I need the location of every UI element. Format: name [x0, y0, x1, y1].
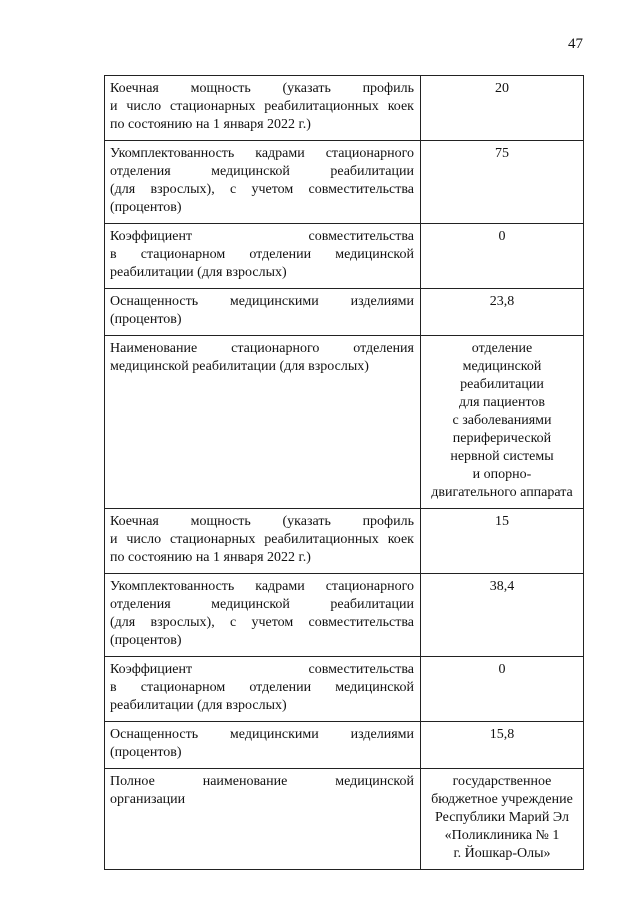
indicator-label-cell	[105, 509, 421, 574]
indicator-label-cell	[105, 769, 421, 870]
indicator-value-line: 0	[498, 229, 506, 244]
indicator-label-line: отделения медицинской реабилитации	[110, 597, 414, 612]
indicator-label-line: Коэффициент совместительства	[110, 229, 414, 244]
indicator-value-cell	[421, 574, 584, 657]
indicator-value-line: государственное	[452, 774, 552, 789]
indicator-value-cell	[421, 336, 584, 509]
indicator-value-line: 75	[495, 146, 509, 161]
table-row	[105, 76, 584, 141]
indicator-value-line: реабилитации	[460, 377, 544, 392]
indicator-value-line: 20	[495, 81, 509, 96]
indicator-label-cell	[105, 224, 421, 289]
indicator-label-line: медицинской реабилитации (для взрослых)	[110, 359, 369, 374]
indicator-label-line: и число стационарных реабилитационных коек	[110, 99, 414, 114]
indicator-value-cell	[421, 76, 584, 141]
indicator-label-line: Коэффициент совместительства	[110, 662, 414, 677]
indicators-table	[104, 75, 584, 870]
indicator-label-line: по состоянию на 1 января 2022 г.)	[110, 550, 311, 565]
indicator-value-line: 23,8	[489, 294, 515, 309]
indicator-value-line: отделение	[471, 341, 533, 356]
indicator-value-line: Республики Марий Эл	[435, 810, 569, 825]
table-row	[105, 224, 584, 289]
indicator-value-cell	[421, 141, 584, 224]
indicator-value-line: 0	[498, 662, 506, 677]
indicator-label-line: (для взрослых), с учетом совместительства	[110, 182, 414, 197]
indicator-value-line: «Поликлиника № 1	[444, 828, 560, 843]
indicator-value-line: нервной системы	[450, 449, 554, 464]
indicator-label-line: (процентов)	[110, 200, 182, 215]
indicator-label-line: (процентов)	[110, 633, 182, 648]
indicator-label-line: (процентов)	[110, 745, 182, 760]
indicator-label-line: реабилитации (для взрослых)	[110, 698, 287, 713]
indicator-value-line: с заболеваниями	[452, 413, 552, 428]
indicator-value-line: 15	[495, 514, 509, 529]
indicator-label-line: и число стационарных реабилитационных коек	[110, 532, 414, 547]
indicator-label-cell	[105, 336, 421, 509]
indicator-value-line: двигательного аппарата	[431, 485, 573, 500]
indicator-label-line: Полное наименование медицинской	[110, 774, 414, 789]
table-row	[105, 289, 584, 336]
indicator-label-line: в стационарном отделении медицинской	[110, 247, 414, 262]
indicator-label-line: по состоянию на 1 января 2022 г.)	[110, 117, 311, 132]
indicator-label-line: Коечная мощность (указать профиль	[110, 81, 414, 96]
indicator-value-line: и опорно-	[472, 467, 532, 482]
indicator-value-cell	[421, 289, 584, 336]
page-number: 47	[568, 36, 583, 52]
indicator-value-line: для пациентов	[459, 395, 545, 410]
indicator-label-line: Укомплектованность кадрами стационарного	[110, 146, 414, 161]
indicator-value-cell	[421, 657, 584, 722]
indicator-label-cell	[105, 574, 421, 657]
table-row	[105, 574, 584, 657]
indicator-label-line: организации	[110, 792, 186, 807]
indicator-label-line: отделения медицинской реабилитации	[110, 164, 414, 179]
table-body	[105, 76, 584, 870]
indicator-label-line: Оснащенность медицинскими изделиями	[110, 727, 414, 742]
indicator-value-line: 38,4	[489, 579, 515, 594]
indicator-label-line: Коечная мощность (указать профиль	[110, 514, 414, 529]
indicator-label-line: (для взрослых), с учетом совместительства	[110, 615, 414, 630]
indicator-value-line: 15,8	[489, 727, 515, 742]
indicator-label-line: (процентов)	[110, 312, 182, 327]
indicator-label-line: Наименование стационарного отделения	[110, 341, 414, 356]
indicator-label-cell	[105, 141, 421, 224]
indicator-value-line: периферической	[452, 431, 552, 446]
indicator-value-line: медицинской	[462, 359, 542, 374]
table-row	[105, 769, 584, 870]
indicator-label-line: в стационарном отделении медицинской	[110, 680, 414, 695]
indicator-value-cell	[421, 224, 584, 289]
indicator-value-line: бюджетное учреждение	[431, 792, 573, 807]
indicator-label-cell	[105, 76, 421, 141]
indicator-value-cell	[421, 722, 584, 769]
table-row	[105, 336, 584, 509]
indicator-label-cell	[105, 289, 421, 336]
indicator-value-cell	[421, 769, 584, 870]
indicator-value-cell	[421, 509, 584, 574]
indicator-label-cell	[105, 722, 421, 769]
indicator-label-line: реабилитации (для взрослых)	[110, 265, 287, 280]
table-row	[105, 509, 584, 574]
table-row	[105, 657, 584, 722]
indicator-label-line: Укомплектованность кадрами стационарного	[110, 579, 414, 594]
indicator-label-cell	[105, 657, 421, 722]
indicator-value-line: г. Йошкар-Олы»	[453, 846, 551, 861]
indicator-label-line: Оснащенность медицинскими изделиями	[110, 294, 414, 309]
table-row	[105, 722, 584, 769]
table-row	[105, 141, 584, 224]
